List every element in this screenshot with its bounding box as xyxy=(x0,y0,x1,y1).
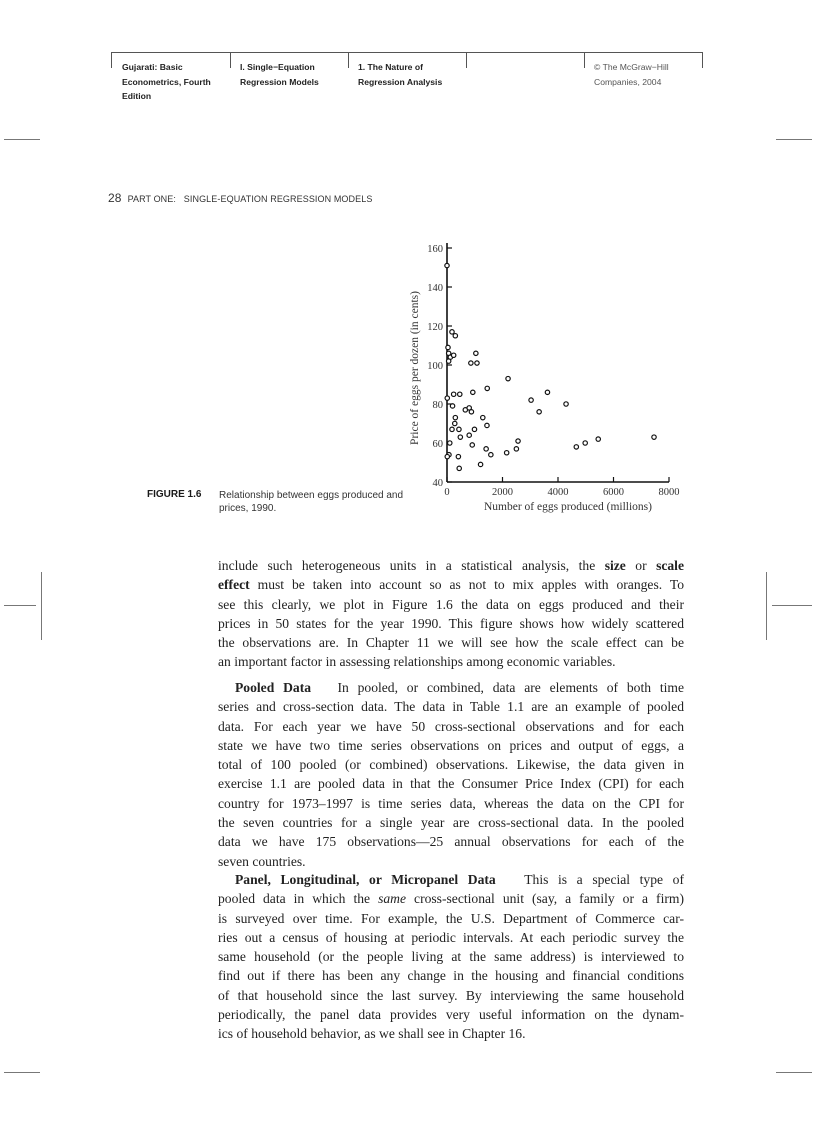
header-book-title: Gujarati: Basic Econometrics, Fourth Edition xyxy=(122,62,211,101)
data-point xyxy=(445,454,449,458)
data-point xyxy=(471,390,475,394)
text-run: the observations are. In Chapter 11 we will see how the scale effect can be xyxy=(218,635,684,651)
data-point xyxy=(545,390,549,394)
data-point xyxy=(458,392,462,396)
text-run: seven countries. xyxy=(218,853,306,869)
data-point xyxy=(446,359,450,363)
data-point xyxy=(453,415,457,419)
x-tick-label: 6000 xyxy=(603,487,624,498)
text-run: find out if there has been any change in the housing and financial conditions xyxy=(218,968,684,984)
data-point xyxy=(445,263,449,267)
data-point xyxy=(456,454,460,458)
registration-mark xyxy=(4,605,36,606)
text-run: This is a special type of xyxy=(495,872,684,887)
data-point xyxy=(467,433,471,437)
text-run: see this clearly, we plot in Figure 1.6 the data on eggs produced and their xyxy=(218,596,684,612)
data-point xyxy=(458,435,462,439)
page-number: 28 xyxy=(108,191,122,205)
data-point xyxy=(596,437,600,441)
text-run: of that household since the last survey. By interviewing the same household xyxy=(218,987,684,1003)
y-tick-label: 80 xyxy=(432,400,443,411)
text-line xyxy=(218,774,684,793)
text-run: or xyxy=(625,558,657,573)
registration-mark xyxy=(766,572,767,640)
data-point xyxy=(457,466,461,470)
data-point xyxy=(506,376,510,380)
data-point xyxy=(475,361,479,365)
text-run: data we have 175 observations—25 annual observations for each of the xyxy=(218,834,684,850)
y-tick-label: 120 xyxy=(427,322,443,333)
text-line xyxy=(218,614,684,633)
text-run: state we have two time series observations on prices and output of eggs, a xyxy=(218,737,684,753)
data-point xyxy=(445,396,449,400)
data-point xyxy=(470,443,474,447)
text-line xyxy=(218,889,684,908)
data-point xyxy=(469,410,473,414)
x-tick-label: 4000 xyxy=(547,487,569,498)
paragraph xyxy=(218,870,684,1044)
text-run: ries out a census of housing at periodic intervals. At each periodic survey the xyxy=(218,929,684,945)
bold-term: Panel, Longitudinal, or Micropanel Data xyxy=(235,872,496,887)
text-run: must be taken into account so as not to mix apples with oranges. To xyxy=(249,577,684,593)
x-tick-label: 0 xyxy=(444,487,450,498)
data-point xyxy=(453,334,457,338)
text-line xyxy=(218,678,684,697)
text-line xyxy=(218,928,684,947)
data-point xyxy=(478,462,482,466)
paragraph xyxy=(218,556,684,672)
data-point xyxy=(574,445,578,449)
registration-mark xyxy=(41,572,42,640)
data-point xyxy=(450,330,454,334)
text-line xyxy=(218,697,684,716)
data-point xyxy=(450,427,454,431)
text-run: is surveyed over time. For example, the U.S. Department of Commerce car- xyxy=(218,910,684,926)
text-run: an important factor in assessing relationships among economic variables. xyxy=(218,654,616,670)
header-part: I. Single−Equation Regression Models xyxy=(240,62,319,87)
data-point xyxy=(481,415,485,419)
paragraph xyxy=(218,678,684,871)
y-axis-label: Price of eggs per dozen (in cents) xyxy=(409,291,421,445)
text-line xyxy=(218,966,684,985)
text-run: cross-sectional unit (say, a family or a firm) xyxy=(406,891,684,907)
data-point xyxy=(529,398,533,402)
text-run: country for 1973–1997 is time series data, whereas the data on the CPI for xyxy=(218,795,684,811)
text-run: ics of household behavior, as we shall see in Chapter 16. xyxy=(218,1026,526,1042)
text-line xyxy=(218,736,684,755)
y-tick-label: 100 xyxy=(427,361,443,372)
text-run: the seven countries for a single year are cross-sectional data. In the pooled xyxy=(218,815,684,831)
text-line xyxy=(218,1024,684,1043)
text-line xyxy=(218,633,684,652)
y-tick-label: 40 xyxy=(432,478,443,489)
x-axis-label: Number of eggs produced (millions) xyxy=(484,501,652,513)
data-point xyxy=(514,447,518,451)
text-line xyxy=(218,652,684,671)
x-tick-label: 8000 xyxy=(658,487,680,498)
data-point xyxy=(484,447,488,451)
x-tick-label: 2000 xyxy=(492,487,513,498)
bold-term: effect xyxy=(218,577,250,593)
bold-term: size xyxy=(604,558,626,573)
text-line xyxy=(218,556,684,575)
y-tick-label: 160 xyxy=(427,244,443,255)
data-point xyxy=(583,441,587,445)
text-line xyxy=(218,832,684,851)
data-point xyxy=(453,421,457,425)
header-chapter: 1. The Nature of Regression Analysis xyxy=(358,62,443,87)
data-point xyxy=(564,402,568,406)
text-line xyxy=(218,575,684,594)
text-run: periodically, the panel data provides very useful information on the dynam- xyxy=(218,1007,684,1023)
scatter-chart xyxy=(0,0,816,560)
header-copyright: © The McGraw−Hill Companies, 2004 xyxy=(594,62,669,87)
data-point xyxy=(450,404,454,408)
text-line xyxy=(218,755,684,774)
figure-label: FIGURE 1.6 xyxy=(147,489,202,500)
registration-mark xyxy=(772,605,812,606)
text-run: In pooled, or combined, data are elements of both time xyxy=(311,680,685,695)
text-run: include such heterogeneous units in a statistical analysis, the xyxy=(218,558,605,573)
text-run: total of 100 pooled (or combined) observations. Likewise, the data given in xyxy=(218,757,684,773)
italic-term: same xyxy=(378,891,407,907)
text-line xyxy=(218,870,684,889)
crop-mark xyxy=(4,1072,40,1073)
crop-mark xyxy=(776,1072,812,1073)
data-point xyxy=(485,386,489,390)
data-point xyxy=(446,345,450,349)
figure-caption: Relationship between eggs produced and prices, 1990. xyxy=(219,490,404,514)
data-point xyxy=(504,451,508,455)
text-run: series and cross-section data. The data in Table 1.1 are an example of pooled xyxy=(218,699,684,715)
text-run: exercise 1.1 are pooled data in that the Consumer Price Index (CPI) for each xyxy=(218,776,684,792)
y-tick-label: 140 xyxy=(427,283,443,294)
bold-term: Pooled Data xyxy=(235,680,312,695)
text-line xyxy=(218,595,684,614)
data-point xyxy=(485,423,489,427)
text-run: prices in 50 states for the year 1990. This figure shows how widely scattered xyxy=(218,615,684,631)
data-point xyxy=(472,427,476,431)
text-line xyxy=(218,1005,684,1024)
text-line xyxy=(218,909,684,928)
data-point xyxy=(469,361,473,365)
text-line xyxy=(218,813,684,832)
y-tick-label: 60 xyxy=(432,439,443,450)
text-run: data. For each year we have 50 cross-sectional observations and for each xyxy=(218,718,684,734)
data-point xyxy=(537,410,541,414)
text-run: pooled data in which the xyxy=(218,891,379,907)
data-point xyxy=(516,439,520,443)
data-point xyxy=(489,453,493,457)
data-point xyxy=(652,435,656,439)
data-point xyxy=(474,351,478,355)
text-line xyxy=(218,794,684,813)
running-head-title: PART ONE: SINGLE-EQUATION REGRESSION MODELS xyxy=(127,194,373,204)
data-point xyxy=(451,392,455,396)
data-point xyxy=(448,441,452,445)
data-point xyxy=(451,353,455,357)
text-line xyxy=(218,986,684,1005)
bold-term: scale xyxy=(656,558,684,573)
text-line xyxy=(218,947,684,966)
text-line xyxy=(218,852,684,871)
text-run: same household (or the people living at the same address) is interviewed to xyxy=(218,949,684,965)
data-point xyxy=(457,427,461,431)
text-line xyxy=(218,717,684,736)
